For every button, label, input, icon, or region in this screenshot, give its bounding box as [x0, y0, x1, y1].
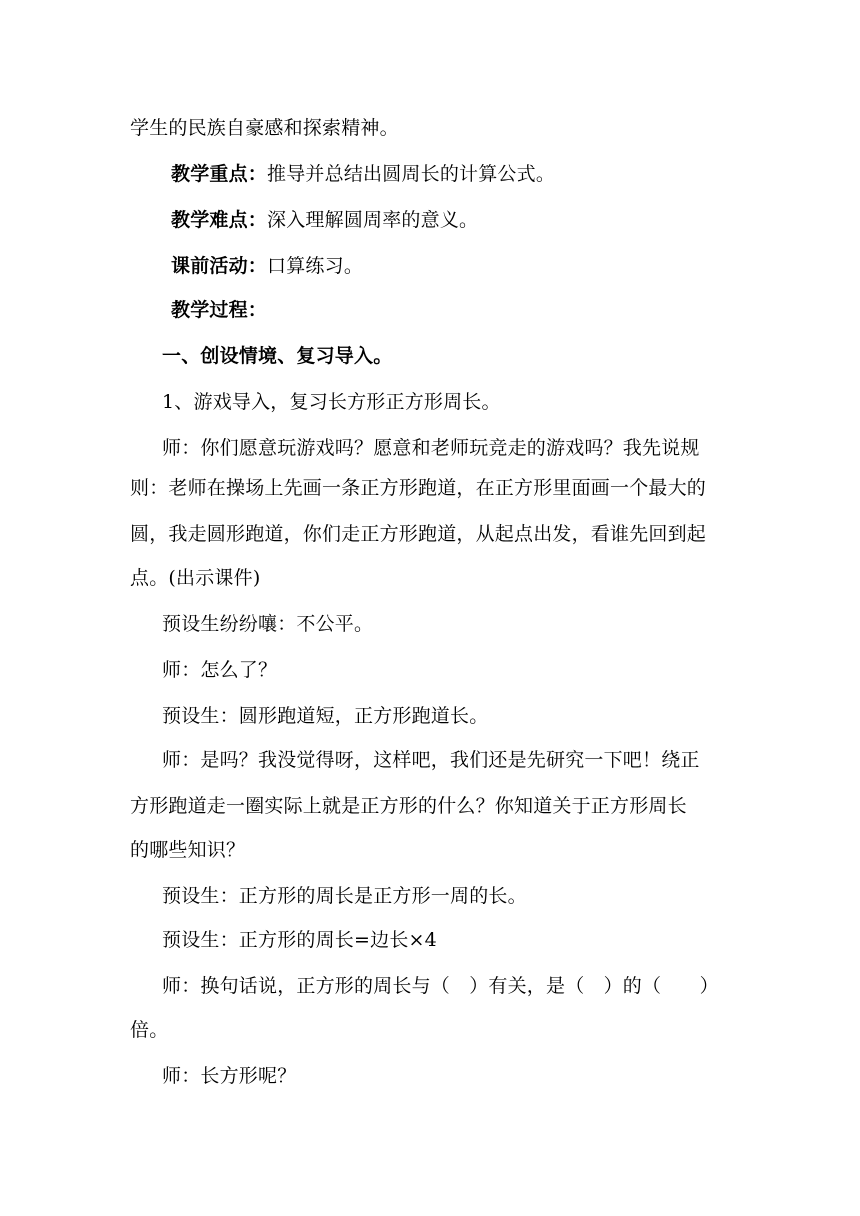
- pre-activity-label: 课前活动：: [171, 255, 268, 277]
- paragraph-line: 预设生：圆形跑道短，正方形跑道长。: [162, 705, 489, 727]
- key-point-label: 教学重点：: [171, 163, 268, 185]
- paragraph-line: 师：你们愿意玩游戏吗？愿意和老师玩竞走的游戏吗？我先说规: [162, 437, 700, 459]
- paragraph-line: 预设生：正方形的周长是正方形一周的长。: [162, 885, 527, 907]
- paragraph-line: 师：是吗？我没觉得呀，这样吧，我们还是先研究一下吧！绕正: [162, 749, 700, 771]
- paragraph-line: 圆，我走圆形跑道，你们走正方形跑道，从起点出发，看谁先回到起: [130, 523, 707, 545]
- paragraph-line: 师：长方形呢？: [162, 1065, 297, 1087]
- section-heading: 一、创设情境、复习导入。: [162, 345, 393, 367]
- process-heading: 教学过程：: [171, 299, 268, 321]
- pre-activity-line: [171, 254, 363, 278]
- key-point-text: 推导并总结出圆周长的计算公式。: [267, 163, 556, 185]
- pre-activity-text: 口算练习。: [267, 255, 364, 277]
- paragraph-line: 点。(出示课件): [130, 567, 261, 589]
- paragraph-line: 师：怎么了？: [162, 659, 278, 681]
- paragraph-line: 方形跑道走一圈实际上就是正方形的什么？你知道关于正方形周长: [130, 795, 687, 817]
- paragraph-line: 倍。: [130, 1019, 169, 1041]
- paragraph-line: 预设生：正方形的周长=边长×4: [162, 929, 437, 951]
- paragraph-line: 预设生纷纷嚷：不公平。: [162, 613, 374, 635]
- text-line: 学生的民族自豪感和探索精神。: [130, 117, 399, 139]
- paragraph-line: 师：换句话说，正方形的周长与（ ）有关，是（ ）的（ ）: [162, 975, 719, 997]
- paragraph-line: 则：老师在操场上先画一条正方形跑道，在正方形里面画一个最大的: [130, 477, 707, 499]
- item-heading: 1、游戏导入，复习长方形正方形周长。: [162, 391, 501, 413]
- difficulty-label: 教学难点：: [171, 209, 268, 231]
- difficulty-text: 深入理解圆周率的意义。: [267, 209, 479, 231]
- key-point-line: [171, 162, 555, 186]
- difficulty-line: [171, 208, 478, 232]
- paragraph-line: 的哪些知识？: [130, 839, 246, 861]
